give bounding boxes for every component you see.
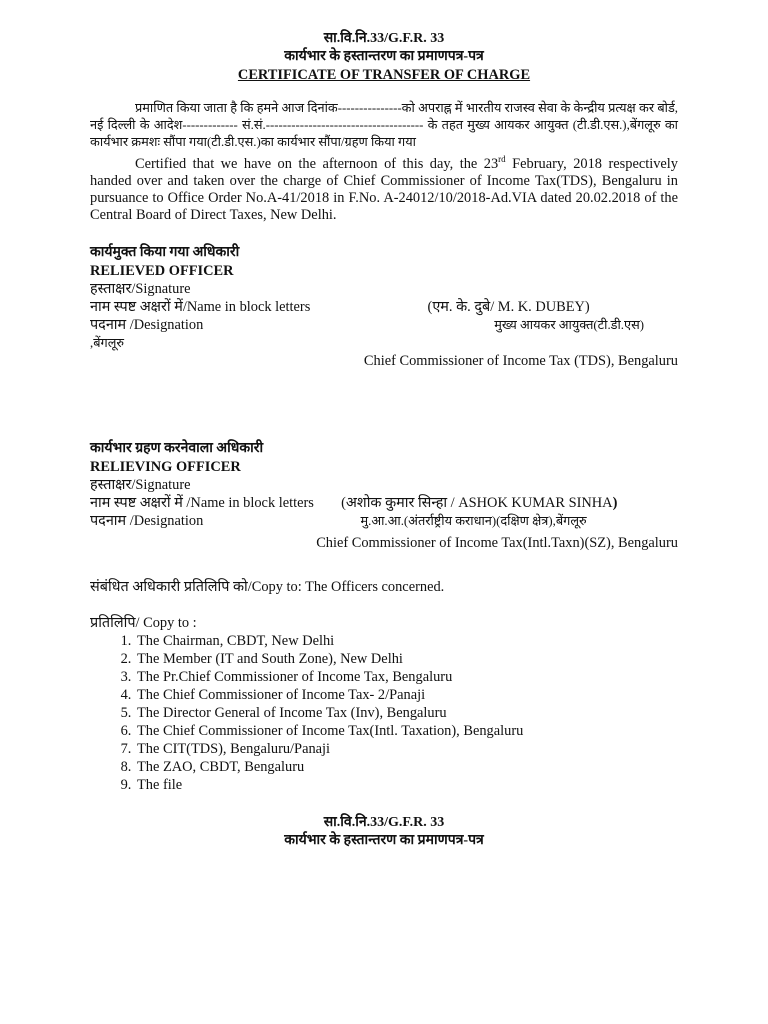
list-item: 8. The ZAO, CBDT, Bengaluru bbox=[135, 758, 678, 776]
footer-form-title-hindi: कार्यभार के हस्तान्तरण का प्रमाणपत्र-पत्र bbox=[284, 832, 484, 848]
relieved-officer-name: (एम. के. दुबे/ M. K. DUBEY) bbox=[427, 298, 590, 315]
relieving-name-closing: ) bbox=[612, 494, 618, 511]
designation-label: /Designation bbox=[126, 316, 204, 333]
relieved-officer-title: RELIEVED OFFICER bbox=[90, 262, 234, 279]
relieving-signature-row bbox=[90, 476, 678, 494]
relieved-officer-title-hindi: कार्यमुक्त किया गया अधिकारी bbox=[90, 244, 240, 260]
designation-label: /Designation bbox=[126, 512, 204, 529]
copy-to-list bbox=[90, 632, 678, 794]
relieved-name-row bbox=[90, 298, 678, 316]
designation-label-hindi: पदनाम bbox=[90, 316, 127, 333]
name-label-hindi: नाम स्पष्ट अक्षरों में bbox=[90, 494, 183, 511]
certificate-hindi-paragraph: प्रमाणित किया जाता है कि हमने आज दिनांक---------------को अपराह्न में भारतीय राजस्व सेवा के केन्द्रीय प्रत्यक्ष कर बोर्ड, नई दिल्ली के आदेश------------- सं.सं.------------------------------------- के तहत मुख्य आयकर आयुक्त (टी.डी.एस.),बेंगलूरु का कार्यभार क्रमशः सौंपा गया(टी.डी.एस.)का कार्यभार सौंपा/ग्रहण किया गया bbox=[90, 101, 678, 149]
list-item: 3. The Pr.Chief Commissioner of Income Tax, Bengaluru bbox=[135, 668, 678, 686]
relieving-officer-title: RELIEVING OFFICER bbox=[90, 458, 241, 475]
name-label: /Name in block letters bbox=[182, 494, 314, 511]
date-ordinal-suffix: rd bbox=[498, 154, 506, 164]
footer-form-code: सा.वि.नि.33/G.F.R. 33 bbox=[323, 814, 445, 830]
relieved-designation-row bbox=[90, 316, 678, 334]
relieved-designation-english: Chief Commissioner of Income Tax (TDS), Bengaluru bbox=[363, 352, 678, 369]
copy-officers-english: /Copy to: The Officers concerned. bbox=[247, 578, 445, 595]
list-item: 2. The Member (IT and South Zone), New Delhi bbox=[135, 650, 678, 668]
form-title-english: CERTIFICATE OF TRANSFER OF CHARGE bbox=[237, 67, 531, 83]
list-item: 6. The Chief Commissioner of Income Tax(Intl. Taxation), Bengaluru bbox=[135, 722, 678, 740]
relieved-designation-hindi: मुख्य आयकर आयुक्त(टी.डी.एस) bbox=[494, 317, 644, 332]
relieved-signature-row bbox=[90, 280, 678, 298]
relieved-designation-city-hindi: ,बेंगलूरु bbox=[90, 335, 125, 350]
relieving-officer-title-hindi: कार्यभार ग्रहण करनेवाला अधिकारी bbox=[90, 440, 264, 456]
relieving-designation-row bbox=[90, 512, 678, 530]
relieving-name-row bbox=[90, 494, 678, 512]
name-label: /Name in block letters bbox=[182, 298, 311, 315]
signature-label: /Signature bbox=[131, 476, 191, 493]
certificate-text-end: February, 2018 respectively handed over and taken over the charge of Chief Commissioner of Income Tax(TDS), Bengaluru in pursuance to Office Order No.A-41/2018 in F.No. A-24012/10/2018-Ad.VIA dated 20.02.2018 of the Central Board of Direct Taxes, New Delhi. bbox=[90, 155, 679, 223]
certificate-english-paragraph bbox=[90, 151, 678, 224]
list-item: 4. The Chief Commissioner of Income Tax- 2/Panaji bbox=[135, 686, 678, 704]
name-label-hindi: नाम स्पष्ट अक्षरों में bbox=[90, 298, 183, 315]
list-item: 7. The CIT(TDS), Bengaluru/Panaji bbox=[135, 740, 678, 758]
signature-label-hindi: हस्ताक्षर bbox=[90, 280, 132, 297]
certificate-text-start: Certified that we have on the afternoon of this day, the 23 bbox=[135, 155, 499, 172]
signature-label: /Signature bbox=[131, 280, 191, 297]
list-item: 5. The Director General of Income Tax (Inv), Bengaluru bbox=[135, 704, 678, 722]
relieving-officer-name: (अशोक कुमार सिन्हा / ASHOK KUMAR SINHA bbox=[341, 494, 613, 511]
copy-to-label-hindi: प्रतिलिपि bbox=[90, 614, 136, 631]
document-page bbox=[90, 30, 678, 850]
designation-label-hindi: पदनाम bbox=[90, 512, 127, 529]
copy-officers-hindi: संबंधित अधिकारी प्रतिलिपि को bbox=[90, 578, 248, 595]
copy-to-officers bbox=[90, 578, 678, 596]
list-item: 1. The Chairman, CBDT, New Delhi bbox=[135, 632, 678, 650]
signature-label-hindi: हस्ताक्षर bbox=[90, 476, 132, 493]
copy-to-label bbox=[90, 614, 678, 632]
form-title-hindi: कार्यभार के हस्तान्तरण का प्रमाणपत्र-पत्र bbox=[284, 49, 484, 64]
relieving-designation-hindi: मु.आ.आ.(अंतर्राष्ट्रीय कराधान)(दक्षिण क्षेत्र),बेंगलूरु bbox=[360, 513, 587, 528]
relieving-designation-english: Chief Commissioner of Income Tax(Intl.Taxn)(SZ), Bengaluru bbox=[316, 534, 678, 551]
form-code: सा.वि.नि.33/G.F.R. 33 bbox=[323, 31, 445, 46]
copy-to-label-english: / Copy to : bbox=[135, 614, 197, 631]
list-item: 9. The file bbox=[135, 776, 678, 794]
